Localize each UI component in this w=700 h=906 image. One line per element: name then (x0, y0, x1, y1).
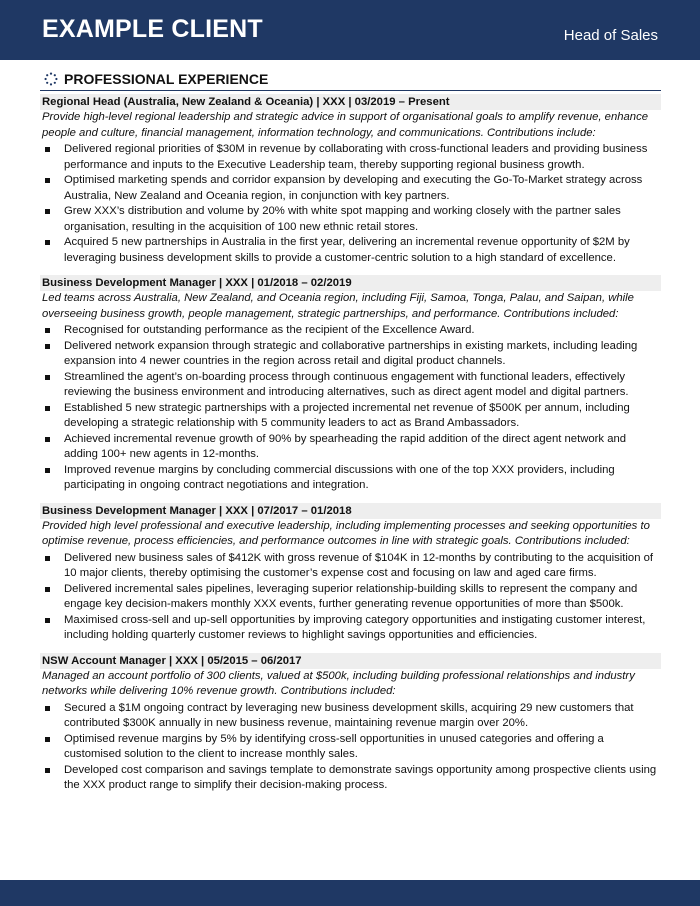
role-summary: Led teams across Australia, New Zealand, and Oceania region, including Fiji, Samoa, Tonga, Palau, and Saipan, while overseeing business growth, people management, strategic partnerships, and performance. Contributions included: (42, 292, 634, 320)
bullet-item (40, 204, 661, 235)
roles-list (40, 94, 661, 794)
square-bullet-icon (45, 209, 50, 214)
footer-band (0, 880, 700, 906)
square-bullet-icon (45, 240, 50, 245)
bullet-item (40, 463, 661, 494)
bullet-item (40, 370, 661, 401)
square-bullet-icon (45, 618, 50, 623)
role-block (40, 653, 661, 794)
bullet-item (40, 142, 661, 173)
role-heading: Business Development Manager | XXX | 07/2017 – 01/2018 (40, 503, 661, 519)
role-block (40, 94, 661, 266)
bullet-text: Achieved incremental revenue growth of 90% by spearheading the rapid addition of the direct agent network and adding 100+ new agents in 12-months. (64, 432, 627, 460)
bullet-text: Established 5 new strategic partnerships with a projected incremental net revenue of $500K per annum, including developing a strategic relationship with 5 community leaders to act as Brand Ambassadors. (64, 401, 630, 429)
bullet-text: Delivered new business sales of $412K with gross revenue of $104K in 12-months by contributing to the acquisition of 10 major clients, thereby optimising the customer’s expense cost and focusing on law and aged care firms. (64, 551, 654, 579)
client-name: EXAMPLE CLIENT (42, 15, 263, 43)
square-bullet-icon (45, 768, 50, 773)
role-heading: NSW Account Manager | XXX | 05/2015 – 06/2017 (40, 653, 661, 669)
bullet-text: Grew XXX’s distribution and volume by 20% with white spot mapping and working closely with the partner sales organisation, resulting in the acquisition of 100 new ethnic retail stores. (64, 205, 621, 233)
bullet-text: Streamlined the agent’s on-boarding process through continuous engagement with functional leaders, effectively reviewing the business environment and introducing alternatives, such as direct agent model and digital partners. (64, 370, 629, 398)
bullet-item (40, 432, 661, 463)
bullet-text: Developed cost comparison and savings template to demonstrate savings opportunity among prospective clients using the XXX product range to simplify their decision-making process. (64, 763, 657, 791)
square-bullet-icon (45, 344, 50, 349)
bullet-text: Improved revenue margins by concluding commercial discussions with one of the top XXX providers, including participating in ongoing contract negotiations and integration. (64, 463, 615, 491)
bullet-text: Secured a $1M ongoing contract by leveraging new business development skills, acquiring 29 new customers that contributed $300K annually in new business revenue, maintaining revenue margin over 20%. (64, 701, 634, 729)
bullet-item (40, 613, 661, 644)
bullet-text: Delivered regional priorities of $30M in revenue by collaborating with cross-functional leaders and providing business performance and inputs to the Executive Leadership team, thereby supporting regional business growth. (64, 143, 648, 171)
role-summary: Provide high-level regional leadership and strategic advice in support of organisational goals to amplify revenue, enhance people and culture, financial management, information technology, and communications. Contributions include: (42, 111, 649, 139)
square-bullet-icon (45, 147, 50, 152)
role-heading: Business Development Manager | XXX | 01/2018 – 02/2019 (40, 275, 661, 291)
square-bullet-icon (45, 437, 50, 442)
bullet-text: Acquired 5 new partnerships in Australia in the first year, delivering an incremental revenue opportunity of $2M by leveraging business development skills to provide a customer-centric solution to a high standard of excellence. (64, 236, 630, 264)
bullet-text: Recognised for outstanding performance as the recipient of the Excellence Award. (64, 324, 475, 336)
bullet-item (40, 701, 661, 732)
role-block (40, 275, 661, 494)
bullet-item (40, 582, 661, 613)
square-bullet-icon (45, 406, 50, 411)
square-bullet-icon (45, 375, 50, 380)
bullet-item (40, 235, 661, 266)
square-bullet-icon (45, 737, 50, 742)
role-block (40, 503, 661, 644)
bullet-item (40, 401, 661, 432)
bullet-item (40, 732, 661, 763)
bullet-list (40, 551, 661, 644)
bullet-item (40, 763, 661, 794)
square-bullet-icon (45, 706, 50, 711)
resume-body (40, 67, 661, 803)
gear-icon (44, 72, 58, 86)
role-summary: Provided high level professional and executive leadership, including implementing processes and seeking opportunities to optimise revenue, process efficiencies, and performance outcomes in line with strategic goals. Contributions included: (42, 519, 650, 547)
role-summary: Managed an account portfolio of 300 clients, valued at $500k, including building professional relationships and industry networks while delivering 10% revenue growth. Contributions included: (42, 669, 635, 697)
bullet-item (40, 339, 661, 370)
bullet-list (40, 701, 661, 794)
bullet-text: Delivered network expansion through strategic and collaborative partnerships in existing markets, including leading expansion into 4 newer countries in the region across retail and digital product channels. (64, 339, 638, 367)
square-bullet-icon (45, 587, 50, 592)
role-heading: Regional Head (Australia, New Zealand & Oceania) | XXX | 03/2019 – Present (40, 94, 661, 110)
header-band (0, 0, 700, 60)
square-bullet-icon (45, 178, 50, 183)
section-title: PROFESSIONAL EXPERIENCE (64, 70, 269, 87)
bullet-text: Optimised marketing spends and corridor expansion by developing and executing the Go-To-Market strategy across Australia, New Zealand and Oceania region, in conjunction with key partners. (64, 174, 643, 202)
bullet-item (40, 323, 661, 339)
square-bullet-icon (45, 556, 50, 561)
bullet-text: Maximised cross-sell and up-sell opportunities by improving category opportunities and instigating customer interest, including holding quarterly customer reviews to highlight savings opportunities and efficiencies. (64, 613, 646, 641)
bullet-text: Optimised revenue margins by 5% by identifying cross-sell opportunities in unused categories and offering a customised solution to the client to increase monthly sales. (64, 732, 604, 760)
bullet-item (40, 173, 661, 204)
bullet-item (40, 551, 661, 582)
bullet-list (40, 323, 661, 494)
section-heading (40, 67, 661, 91)
bullet-list (40, 142, 661, 266)
bullet-text: Delivered incremental sales pipelines, leveraging superior relationship-building skills to represent the company and engage key decision-makers monthly XXX events, further generating revenue opportunities of more than $500k. (64, 582, 638, 610)
square-bullet-icon (45, 468, 50, 473)
square-bullet-icon (45, 328, 50, 333)
job-title: Head of Sales (563, 27, 658, 44)
